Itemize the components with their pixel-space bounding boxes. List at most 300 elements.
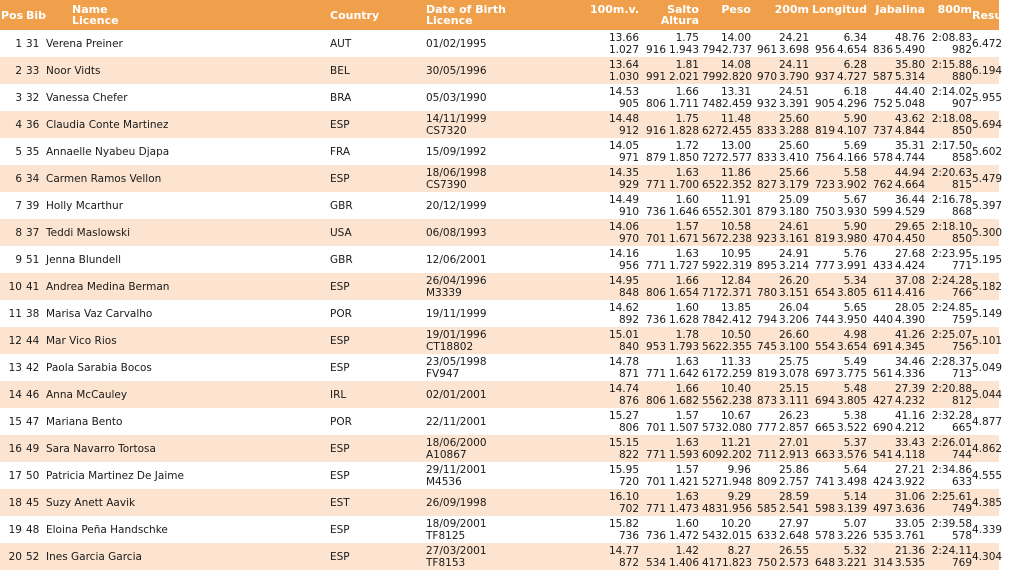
athlete-name: Verena Preiner [46, 37, 123, 50]
event-points: 879 [645, 151, 666, 164]
event-points: 937 [814, 70, 835, 83]
event-points: 741 [814, 475, 835, 488]
event-points: 4.107 [836, 124, 867, 137]
event-mark: 1.60 [675, 301, 699, 314]
event-points: 3.226 [836, 529, 867, 542]
event-points: 1.642 [668, 367, 699, 380]
event-points: 3.288 [778, 124, 809, 137]
country-value: ESP [330, 118, 350, 131]
event-mark: 44.94 [894, 166, 925, 179]
event-points: 4.118 [894, 448, 925, 461]
event-mark: 25.66 [778, 166, 809, 179]
header-200m: 200m [774, 3, 809, 16]
event-mark: 1.60 [675, 517, 699, 530]
event-mark: 6.28 [843, 58, 867, 71]
country-value: EST [330, 496, 350, 509]
event-points: 497 [872, 502, 893, 515]
event-mark: 10.58 [720, 220, 751, 233]
event-mark: 14.48 [608, 112, 639, 125]
events-cell [584, 543, 972, 570]
event-points: 4.844 [894, 124, 925, 137]
event-mark: 5.64 [843, 463, 867, 476]
event-points: 3.930 [836, 205, 867, 218]
event-mark: 2:18.10 [931, 220, 972, 233]
event-mark: 5.69 [843, 139, 867, 152]
event-points: 3.214 [778, 259, 809, 272]
event-points: 609 [701, 448, 722, 461]
event-points: 1.027 [608, 43, 639, 56]
event-points: 3.498 [836, 475, 867, 488]
event-mark: 5.90 [843, 220, 867, 233]
event-mark: 24.91 [778, 247, 809, 260]
result-value: 5.602 [972, 145, 1003, 158]
pos-value: 8 [15, 226, 22, 239]
country-value: GBR [330, 253, 353, 266]
event-points: 736 [645, 205, 666, 218]
event-mark: 12.84 [720, 274, 751, 287]
country-value: ESP [330, 334, 350, 347]
event-points: 3.805 [836, 286, 867, 299]
dob-cell [426, 246, 584, 273]
bib-value: 42 [26, 361, 40, 374]
dob-cell [426, 30, 584, 57]
country-value: ESP [330, 442, 350, 455]
result-value: 5.044 [972, 388, 1003, 401]
pos-value: 12 [8, 334, 22, 347]
event-points: 1.682 [668, 394, 699, 407]
event-points: 1.473 [668, 502, 699, 515]
event-points: 2.455 [722, 124, 753, 137]
licence-value: M4536 [426, 475, 462, 488]
event-mark: 1.75 [675, 31, 699, 44]
event-mark: 27.01 [778, 436, 809, 449]
event-points: 956 [618, 259, 639, 272]
event-points: 769 [951, 556, 972, 569]
athlete-name: Sara Navarro Tortosa [46, 442, 156, 455]
event-points: 872 [618, 556, 639, 569]
event-mark: 2:18.08 [931, 112, 972, 125]
header-jabalina: Jabalina [875, 3, 925, 16]
result-value: 6.194 [972, 64, 1003, 77]
event-points: 879 [756, 205, 777, 218]
bib-value: 44 [26, 334, 40, 347]
pos-value: 16 [8, 442, 22, 455]
event-mark: 10.20 [720, 517, 751, 530]
event-mark: 1.57 [675, 220, 699, 233]
table-row [0, 165, 999, 192]
event-mark: 2:14.02 [931, 85, 972, 98]
event-points: 3.805 [836, 394, 867, 407]
event-points: 780 [756, 286, 777, 299]
bib-value: 36 [26, 118, 40, 131]
event-points: 916 [645, 124, 666, 137]
event-mark: 2:16.78 [931, 193, 972, 206]
event-points: 794 [756, 313, 777, 326]
events-cell [584, 435, 972, 462]
event-mark: 2:26.01 [931, 436, 972, 449]
event-points: 3.139 [836, 502, 867, 515]
event-points: 2.355 [722, 340, 753, 353]
table-row [0, 462, 999, 489]
events-cell [584, 84, 972, 111]
event-mark: 1.75 [675, 112, 699, 125]
dob-cell [426, 84, 584, 111]
event-points: 4.654 [836, 43, 867, 56]
header-pos: Pos [1, 8, 24, 22]
dob-value: 18/06/2000 [426, 436, 487, 449]
event-points: 534 [645, 556, 666, 569]
licence-value: TF8125 [426, 529, 466, 542]
event-points: 923 [756, 232, 777, 245]
event-mark: 5.90 [843, 112, 867, 125]
table-row [0, 489, 999, 516]
event-points: 895 [756, 259, 777, 272]
event-mark: 10.50 [720, 328, 751, 341]
event-points: 3.180 [778, 205, 809, 218]
event-mark: 13.00 [720, 139, 751, 152]
event-points: 1.628 [668, 313, 699, 326]
event-points: 1.943 [668, 43, 699, 56]
dob-value: 30/05/1996 [426, 64, 487, 77]
header-licence-label: Licence [72, 14, 119, 27]
event-points: 427 [872, 394, 893, 407]
event-points: 2.573 [778, 556, 809, 569]
table-row [0, 327, 999, 354]
dob-cell [426, 408, 584, 435]
event-points: 736 [645, 529, 666, 542]
event-mark: 26.20 [778, 274, 809, 287]
event-mark: 5.48 [843, 382, 867, 395]
event-mark: 25.75 [778, 355, 809, 368]
events-cell [584, 489, 972, 516]
event-points: 3.902 [836, 178, 867, 191]
event-mark: 34.46 [894, 355, 925, 368]
event-points: 840 [618, 340, 639, 353]
event-points: 784 [701, 313, 722, 326]
table-row [0, 381, 999, 408]
event-points: 970 [618, 232, 639, 245]
event-points: 535 [872, 529, 893, 542]
event-points: 1.850 [668, 151, 699, 164]
events-cell [584, 516, 972, 543]
event-mark: 11.48 [720, 112, 751, 125]
events-cell [584, 381, 972, 408]
event-points: 3.922 [894, 475, 925, 488]
event-points: 794 [701, 43, 722, 56]
country-value: BRA [330, 91, 352, 104]
country-value: ESP [330, 280, 350, 293]
event-mark: 5.07 [843, 517, 867, 530]
pos-value: 14 [8, 388, 22, 401]
header-dob [426, 0, 584, 30]
event-points: 4.664 [894, 178, 925, 191]
event-mark: 41.16 [894, 409, 925, 422]
events-cell [584, 408, 972, 435]
event-mark: 10.67 [720, 409, 751, 422]
event-points: 3.522 [836, 421, 867, 434]
event-mark: 36.44 [894, 193, 925, 206]
event-points: 912 [618, 124, 639, 137]
event-points: 3.161 [778, 232, 809, 245]
event-mark: 35.80 [894, 58, 925, 71]
event-points: 1.948 [722, 475, 753, 488]
event-points: 3.775 [836, 367, 867, 380]
events-cell [584, 327, 972, 354]
event-mark: 24.21 [778, 31, 809, 44]
table-row [0, 435, 999, 462]
result-value: 5.955 [972, 91, 1003, 104]
licence-value: FV947 [426, 367, 460, 380]
dob-value: 18/06/1998 [426, 166, 487, 179]
event-points: 833 [756, 124, 777, 137]
event-points: 750 [814, 205, 835, 218]
country-value: FRA [330, 145, 351, 158]
event-points: 815 [951, 178, 972, 191]
event-mark: 2:28.37 [931, 355, 972, 368]
event-points: 858 [951, 151, 972, 164]
dob-cell [426, 516, 584, 543]
pos-value: 7 [15, 199, 22, 212]
events-cell [584, 30, 972, 57]
dob-cell [426, 354, 584, 381]
event-points: 756 [814, 151, 835, 164]
athlete-name: Jenna Blundell [46, 253, 122, 266]
event-mark: 14.08 [720, 58, 751, 71]
header-salto-altura [639, 4, 699, 26]
event-points: 554 [814, 340, 835, 353]
event-points: 991 [645, 70, 666, 83]
event-points: 611 [872, 286, 893, 299]
event-points: 654 [814, 286, 835, 299]
event-points: 2.648 [778, 529, 809, 542]
event-mark: 15.82 [608, 517, 639, 530]
event-points: 748 [701, 97, 722, 110]
event-points: 2.021 [668, 70, 699, 83]
header-name-label: Name [72, 3, 108, 16]
result-value: 5.101 [972, 334, 1003, 347]
dob-value: 18/09/2001 [426, 517, 487, 530]
event-points: 744 [951, 448, 972, 461]
dob-cell [426, 435, 584, 462]
header-dob-licence-label: Licence [426, 14, 473, 27]
header-dob-label: Date of Birth [426, 3, 506, 16]
event-points: 561 [872, 367, 893, 380]
event-points: 3.698 [778, 43, 809, 56]
event-mark: 5.32 [843, 544, 867, 557]
table-row [0, 111, 999, 138]
events-cell [584, 57, 972, 84]
pos-value: 3 [15, 91, 22, 104]
event-points: 771 [951, 259, 972, 272]
event-mark: 14.49 [608, 193, 639, 206]
country-value: ESP [330, 550, 350, 563]
licence-value: CS7320 [426, 124, 467, 137]
events-cell [584, 138, 972, 165]
country-value: ESP [330, 172, 350, 185]
event-mark: 33.05 [894, 517, 925, 530]
event-points: 720 [618, 475, 639, 488]
event-points: 424 [872, 475, 893, 488]
event-points: 809 [756, 475, 777, 488]
athlete-name: Annaelle Nyabeu Djapa [46, 145, 170, 158]
event-points: 982 [951, 43, 972, 56]
event-mark: 1.66 [675, 85, 699, 98]
event-points: 749 [951, 502, 972, 515]
event-mark: 5.38 [843, 409, 867, 422]
result-value: 4.304 [972, 550, 1003, 563]
event-mark: 14.77 [608, 544, 639, 557]
event-points: 717 [701, 286, 722, 299]
event-points: 3.111 [778, 394, 809, 407]
event-points: 4.212 [894, 421, 925, 434]
event-mark: 4.98 [843, 328, 867, 341]
result-value: 5.694 [972, 118, 1003, 131]
event-points: 771 [645, 259, 666, 272]
event-points: 701 [645, 475, 666, 488]
event-points: 819 [756, 367, 777, 380]
event-mark: 1.57 [675, 463, 699, 476]
bib-value: 32 [26, 91, 40, 104]
event-points: 2.913 [778, 448, 809, 461]
licence-value: TF8153 [426, 556, 466, 569]
result-value: 5.182 [972, 280, 1003, 293]
event-points: 771 [645, 178, 666, 191]
event-mark: 5.67 [843, 193, 867, 206]
events-cell [584, 300, 972, 327]
event-points: 585 [756, 502, 777, 515]
event-points: 2.459 [722, 97, 753, 110]
event-points: 2.412 [722, 313, 753, 326]
event-mark: 2:24.28 [931, 274, 972, 287]
table-row [0, 192, 999, 219]
event-points: 3.761 [894, 529, 925, 542]
bib-value: 37 [26, 226, 40, 239]
event-points: 598 [814, 502, 835, 515]
event-points: 3.980 [836, 232, 867, 245]
event-points: 752 [872, 97, 893, 110]
event-points: 578 [814, 529, 835, 542]
event-points: 663 [814, 448, 835, 461]
event-points: 578 [872, 151, 893, 164]
event-points: 314 [872, 556, 893, 569]
event-mark: 8.27 [727, 544, 751, 557]
event-points: 868 [951, 205, 972, 218]
event-points: 587 [872, 70, 893, 83]
event-mark: 14.00 [720, 31, 751, 44]
event-points: 599 [872, 205, 893, 218]
event-points: 812 [951, 394, 972, 407]
dob-cell [426, 489, 584, 516]
event-mark: 48.76 [894, 31, 925, 44]
table-row [0, 543, 999, 570]
event-mark: 10.40 [720, 382, 751, 395]
dob-value: 12/06/2001 [426, 253, 487, 266]
athlete-name: Vanessa Chefer [46, 91, 128, 104]
event-points: 711 [756, 448, 777, 461]
athlete-name: Ines Garcia Garcia [46, 550, 142, 563]
event-mark: 10.95 [720, 247, 751, 260]
dob-value: 01/02/1995 [426, 37, 487, 50]
bib-value: 33 [26, 64, 40, 77]
bib-value: 49 [26, 442, 40, 455]
result-value: 5.049 [972, 361, 1003, 374]
table-row [0, 273, 999, 300]
header-country: Country [330, 8, 380, 22]
event-points: 833 [756, 151, 777, 164]
event-points: 3.991 [836, 259, 867, 272]
event-points: 3.790 [778, 70, 809, 83]
licence-value: CT18802 [426, 340, 474, 353]
dob-cell [426, 543, 584, 570]
event-mark: 1.81 [675, 58, 699, 71]
event-points: 483 [701, 502, 722, 515]
dob-value: 26/09/1998 [426, 496, 487, 509]
country-value: GBR [330, 199, 353, 212]
event-mark: 35.31 [894, 139, 925, 152]
event-mark: 5.76 [843, 247, 867, 260]
result-value: 4.339 [972, 523, 1003, 536]
athlete-name: Mar Vico Rios [46, 334, 117, 347]
event-points: 2.577 [722, 151, 753, 164]
dob-value: 19/01/1996 [426, 328, 487, 341]
result-value: 6.472 [972, 37, 1003, 50]
event-points: 956 [814, 43, 835, 56]
dob-value: 23/05/1998 [426, 355, 487, 368]
event-points: 953 [645, 340, 666, 353]
dob-value: 20/12/1999 [426, 199, 487, 212]
event-mark: 2:34.86 [931, 463, 972, 476]
event-mark: 26.60 [778, 328, 809, 341]
bib-value: 45 [26, 496, 40, 509]
event-points: 5.314 [894, 70, 925, 83]
event-mark: 14.95 [608, 274, 639, 287]
athlete-name: Patricia Martinez De Jaime [46, 469, 184, 482]
event-mark: 2:24.85 [931, 301, 972, 314]
table-row [0, 30, 999, 57]
event-points: 744 [814, 313, 835, 326]
event-points: 3.636 [894, 502, 925, 515]
event-mark: 11.21 [720, 436, 751, 449]
event-mark: 5.14 [843, 490, 867, 503]
event-points: 701 [645, 232, 666, 245]
event-points: 3.100 [778, 340, 809, 353]
licence-value: A10867 [426, 448, 467, 461]
event-points: 556 [701, 394, 722, 407]
dob-value: 22/11/2001 [426, 415, 487, 428]
event-points: 3.221 [836, 556, 867, 569]
table-row [0, 354, 999, 381]
header-salto: Salto [667, 3, 699, 16]
pos-value: 11 [8, 307, 22, 320]
event-points: 1.507 [668, 421, 699, 434]
event-points: 873 [756, 394, 777, 407]
event-points: 1.828 [668, 124, 699, 137]
event-points: 970 [756, 70, 777, 83]
event-mark: 1.63 [675, 436, 699, 449]
event-points: 727 [701, 151, 722, 164]
event-points: 850 [951, 232, 972, 245]
event-points: 648 [814, 556, 835, 569]
event-mark: 41.26 [894, 328, 925, 341]
table-row [0, 516, 999, 543]
event-mark: 1.66 [675, 382, 699, 395]
athlete-name: Claudia Conte Martinez [46, 118, 169, 131]
header-peso: Peso [721, 3, 751, 16]
dob-cell [426, 300, 584, 327]
pos-value: 13 [8, 361, 22, 374]
pos-value: 9 [15, 253, 22, 266]
athlete-name: Andrea Medina Berman [46, 280, 170, 293]
